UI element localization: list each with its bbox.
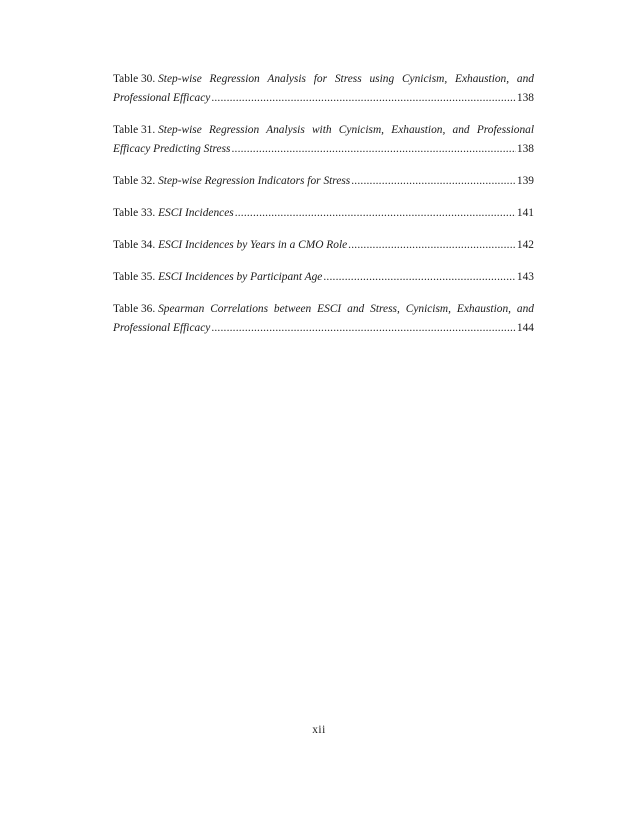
toc-entry-page-number: 143 xyxy=(516,271,534,283)
toc-entry-table-30[interactable] xyxy=(113,70,534,108)
toc-entry-title: Step-wise Regression Indicators for Stress xyxy=(158,175,351,187)
toc-entry-page-number: 138 xyxy=(516,92,534,104)
dot-leader xyxy=(235,204,516,223)
toc-entry-table-32[interactable] xyxy=(113,172,534,191)
dot-leader xyxy=(351,172,516,191)
toc-entry-title: ESCI Incidences by Years in a CMO Role xyxy=(158,239,348,251)
toc-entry-second-line xyxy=(113,140,534,159)
toc-entry-table-35[interactable] xyxy=(113,268,534,287)
toc-entry-first-line xyxy=(113,121,534,140)
toc-entry-title: Step-wise Regression Analysis with Cynicism, Exhaustion, and Professional xyxy=(158,124,534,136)
toc-entry-title: Step-wise Regression Analysis for Stress using Cynicism, Exhaustion, and xyxy=(158,73,534,85)
toc-entry-page-number: 144 xyxy=(516,322,534,334)
toc-entry-table-34[interactable] xyxy=(113,236,534,255)
dot-leader xyxy=(231,140,515,159)
toc-entry-title: ESCI Incidences xyxy=(158,207,234,219)
toc-entry-title-continued: Efficacy Predicting Stress xyxy=(113,143,231,155)
toc-entry-table-36[interactable] xyxy=(113,300,534,338)
toc-entry-label: Table 34. xyxy=(113,239,156,251)
page-number-footer: xii xyxy=(312,724,326,736)
toc-entry-page-number: 138 xyxy=(516,143,534,155)
toc-entry-title-continued: Professional Efficacy xyxy=(113,92,211,104)
dot-leader xyxy=(348,236,516,255)
toc-entry-table-33[interactable] xyxy=(113,204,534,223)
dot-leader xyxy=(211,89,516,108)
toc-entry-title-continued: Professional Efficacy xyxy=(113,322,211,334)
toc-entry-page-number: 142 xyxy=(516,239,534,251)
toc-entry-first-line xyxy=(113,300,534,319)
toc-entry-first-line xyxy=(113,70,534,89)
toc-entry-label: Table 30. xyxy=(113,73,156,85)
dot-leader xyxy=(211,319,516,338)
toc-entry-page-number: 139 xyxy=(516,175,534,187)
toc-entry-label: Table 31. xyxy=(113,124,156,136)
toc-entry-title: ESCI Incidences by Participant Age xyxy=(158,271,323,283)
toc-entry-label: Table 33. xyxy=(113,207,156,219)
toc-entry-table-31[interactable] xyxy=(113,121,534,159)
toc-entry-second-line xyxy=(113,89,534,108)
toc-entry-title: Spearman Correlations between ESCI and Stress, Cynicism, Exhaustion, and xyxy=(158,303,534,315)
dot-leader xyxy=(323,268,516,287)
list-of-tables xyxy=(113,70,534,351)
toc-entry-line xyxy=(113,268,534,287)
toc-entry-label: Table 35. xyxy=(113,271,156,283)
toc-entry-label: Table 36. xyxy=(113,303,156,315)
toc-entry-line xyxy=(113,204,534,223)
toc-entry-line xyxy=(113,172,534,191)
toc-entry-label: Table 32. xyxy=(113,175,156,187)
toc-entry-page-number: 141 xyxy=(516,207,534,219)
toc-entry-second-line xyxy=(113,319,534,338)
toc-entry-line xyxy=(113,236,534,255)
